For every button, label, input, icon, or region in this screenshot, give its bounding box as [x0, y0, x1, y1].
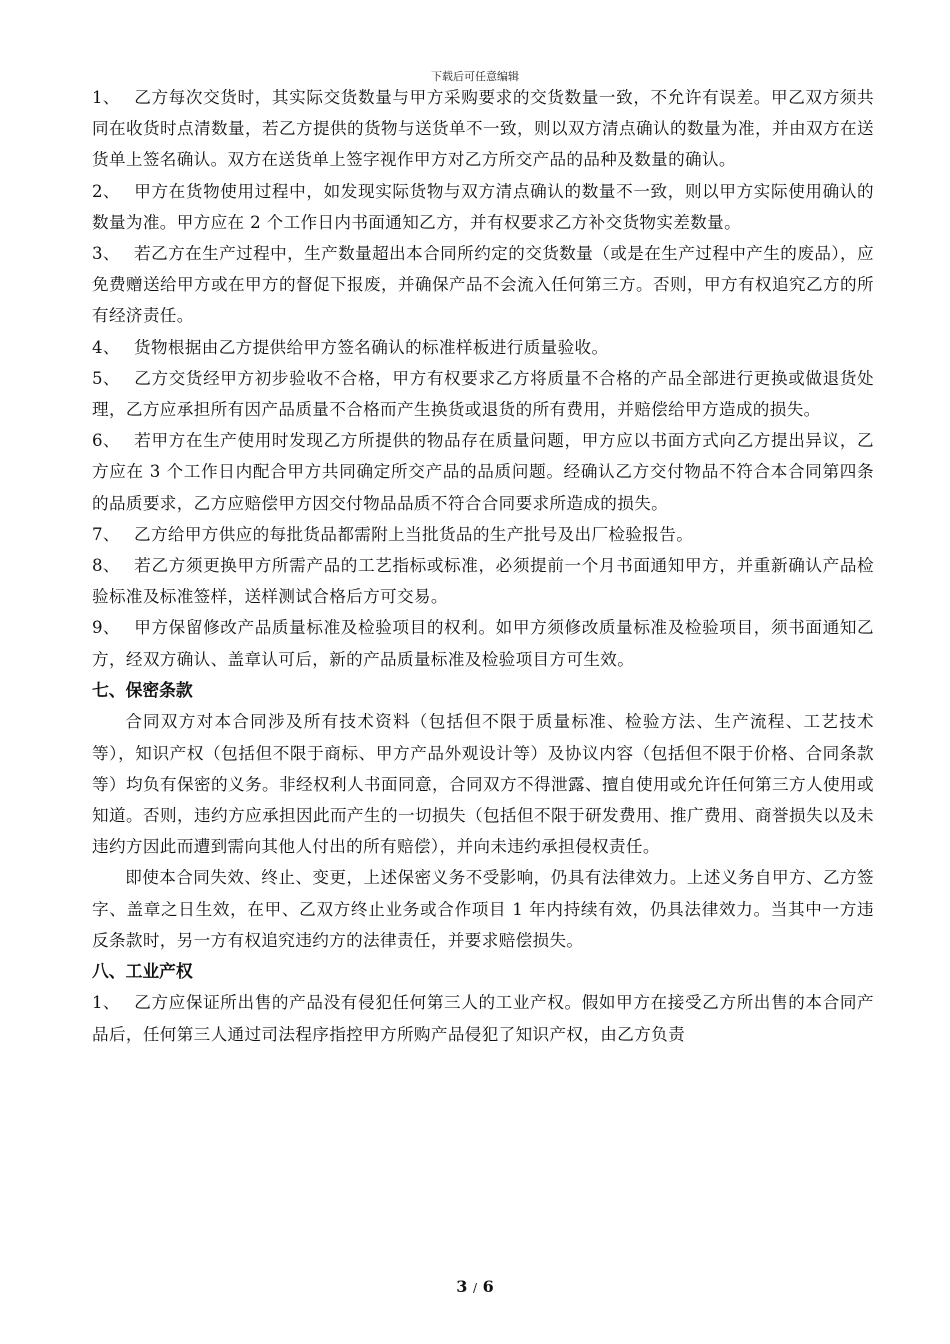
item-text: 甲方保留修改产品质量标准及检验项目的权利。如甲方须修改质量标准及检验项目，须书面通知乙方，经双方确认、盖章认可后，新的产品质量标准及检验项目方可生效。: [92, 618, 874, 669]
item-text: 若甲方在生产使用时发现乙方所提供的物品存在质量问题，甲方应以书面方式向乙方提出异议，乙方应在 3 个工作日内配合甲方共同确定所交产品的品质问题。经确认乙方交付物品不符合本合同第四条的品质要求，乙方应赔偿甲方因交付物品品质不符合合同要求所造成的损失。: [92, 431, 874, 513]
item-number: 9、: [92, 618, 120, 638]
item-text: 甲方在货物使用过程中，如发现实际货物与双方清点确认的数量不一致，则以甲方实际使用确认的数量为准。甲方应在 2 个工作日内书面通知乙方，并有权要求乙方补交货物实差数量。: [92, 181, 874, 232]
item-text: 乙方每次交货时，其实际交货数量与甲方采购要求的交货数量一致，不允许有误差。甲乙双方须共同在收货时点清数量，若乙方提供的货物与送货单不一致，则以双方清点确认的数量为准，并由双方在送货单上签名确认。双方在送货单上签字视作甲方对乙方所交产品的品种及数量的确认。: [92, 88, 874, 170]
item-number: 8、: [92, 556, 120, 576]
item-text: 货物根据由乙方提供给甲方签名确认的标准样板进行质量验收。: [134, 337, 609, 357]
item-text: 若乙方须更换甲方所需产品的工艺指标或标准，必须提前一个月书面通知甲方，并重新确认产品检验标准及标准签样，送样测试合格后方可交易。: [92, 556, 874, 607]
section-title-confidentiality: 七、保密条款: [92, 679, 193, 700]
item-number: 3、: [92, 244, 120, 264]
paragraph: 即使本合同失效、终止、变更，上述保密义务不受影响，仍具有法律效力。上述义务自甲方、乙方签字、盖章之日生效，在甲、乙双方终止业务或合作项目 1 年内持续有效，仍具法律效力。当其中一方违反条款时，另一方有权追究违约方的法律责任，并要求赔偿损失。: [92, 868, 874, 950]
item-number: 5、: [92, 368, 120, 388]
page-header-note: 下载后可任意编辑: [431, 70, 519, 83]
item-text: 乙方交货经甲方初步验收不合格，甲方有权要求乙方将质量不合格的产品全部进行更换或做退货处理，乙方应承担所有因产品质量不合格而产生换货或退货的所有费用，并赔偿给甲方造成的损失。: [92, 368, 874, 420]
item-number: 2、: [92, 181, 120, 201]
list-item: [92, 987, 874, 1049]
page-separator: /: [472, 1281, 478, 1295]
total-pages: 6: [482, 1277, 494, 1296]
item-number: 1、: [92, 88, 120, 107]
paragraph: 合同双方对本合同涉及所有技术资料（包括但不限于质量标准、检验方法、生产流程、工艺技术等），知识产权（包括但不限于商标、甲方产品外观设计等）及协议内容（包括但不限于价格、合同条款等）均负有保密的义务。非经权利人书面同意，合同双方不得泄露、擅自使用或允许任何第三方人使用或知道。否则，违约方应承担因此而产生的一切损失（包括但不限于研发费用、推广费用、商誉损失以及未违约方因此而遭到需向其他人付出的所有赔偿），并向未违约承担侵权责任。: [92, 712, 874, 857]
list-item: [92, 425, 874, 519]
item-number: 4、: [92, 337, 120, 357]
item-number: 7、: [92, 524, 120, 544]
list-item: [92, 82, 874, 176]
item-text: 乙方应保证所出售的产品没有侵犯任何第三人的工业产权。假如甲方在接受乙方所出售的本合同产品后，任何第三人通过司法程序指控甲方所购产品侵犯了知识产权，由乙方负责: [92, 993, 874, 1044]
item-text: 若乙方在生产过程中，生产数量超出本合同所约定的交货数量（或是在生产过程中产生的废品），应免费赠送给甲方或在甲方的督促下报废，并确保产品不会流入任何第三方。否则，甲方有权追究乙方的所有经济责任。: [92, 244, 874, 326]
list-item: [92, 550, 874, 612]
item-text: 乙方给甲方供应的每批货品都需附上当批货品的生产批号及出厂检验报告。: [134, 524, 694, 544]
list-item: [92, 519, 874, 550]
section-title-industrial-property: 八、工业产权: [92, 960, 193, 981]
page-number: [0, 1277, 950, 1296]
document-body: [92, 82, 874, 1050]
list-item: [92, 332, 874, 363]
list-item: [92, 612, 874, 674]
list-item: [92, 176, 874, 238]
current-page: 3: [456, 1277, 468, 1296]
item-number: 1、: [92, 993, 120, 1013]
list-item: [92, 238, 874, 332]
list-item: [92, 363, 874, 425]
item-number: 6、: [92, 431, 120, 451]
